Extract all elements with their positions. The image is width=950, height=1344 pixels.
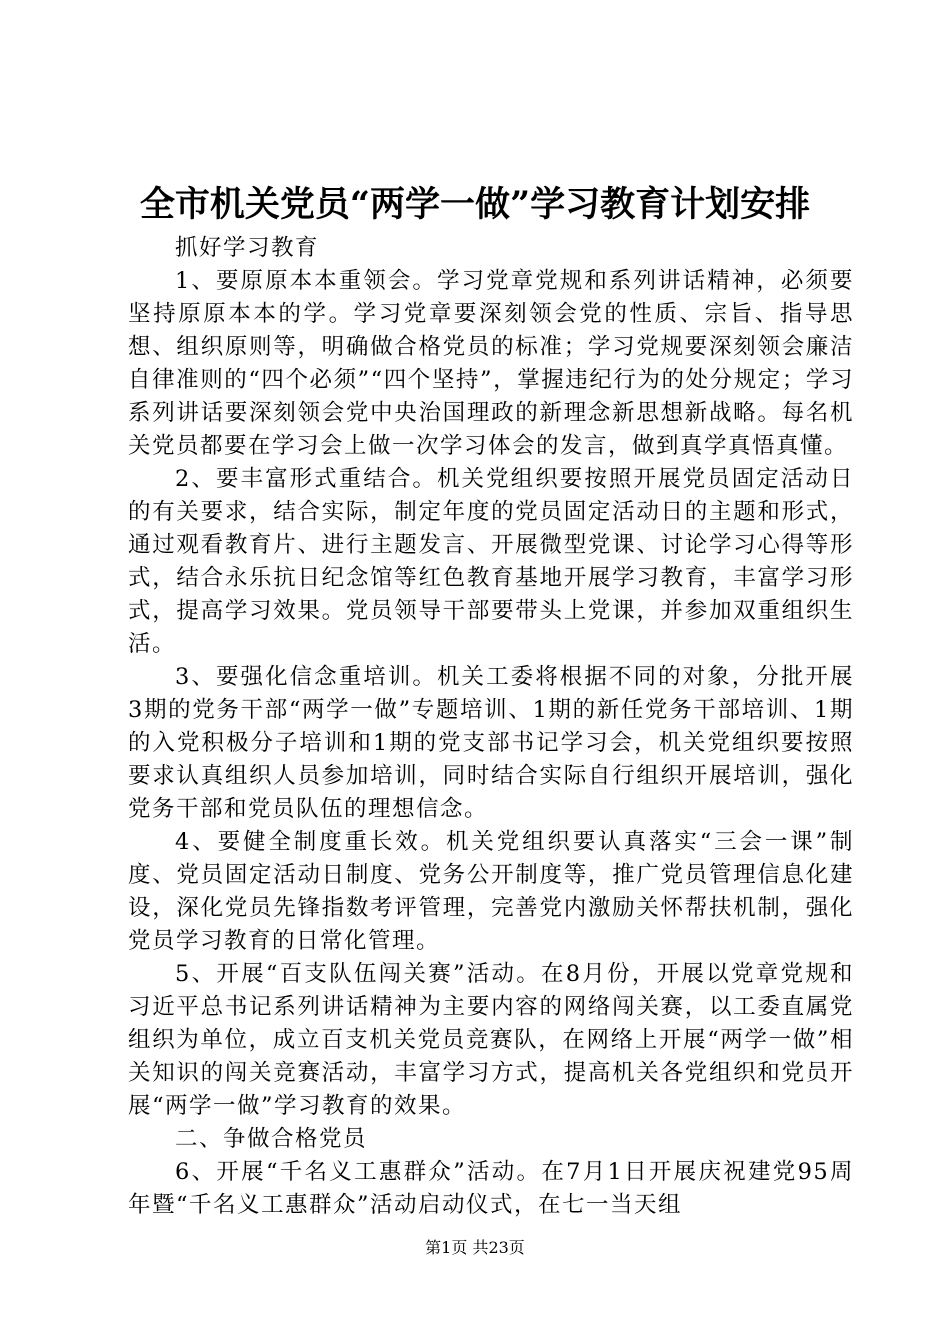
paragraph-4: 4、要健全制度重长效。机关党组织要认真落实“三会一课”制度、党员固定活动日制度、党务公开制度等，推广党员管理信息化建设，深化党员先锋指数考评管理，完善党内激励关怀帮扶机制，强化党员学习教育的日常化管理。 — [128, 829, 854, 954]
section-heading: 二、争做合格党员 — [175, 1126, 368, 1152]
paragraph-5: 5、开展“百支队伍闯关赛”活动。在8月份，开展以党章党规和习近平总书记系列讲话精神为主要内容的网络闯关赛，以工委直属党组织为单位，成立百支机关党员竞赛队，在网络上开展“两学一做”相关知识的闯关竞赛活动，丰富学习方式，提高机关各党组织和党员开展“两学一做”学习教育的效果。 — [128, 961, 854, 1119]
paragraph-2: 2、要丰富形式重结合。机关党组织要按照开展党员固定活动日的有关要求，结合实际，制定年度的党员固定活动日的主题和形式，通过观看教育片、进行主题发言、开展微型党课、讨论学习心得等形式，结合永乐抗日纪念馆等红色教育基地开展学习教育，丰富学习形式，提高学习效果。党员领导干部要带头上党课，并参加双重组织生活。 — [128, 466, 854, 657]
page-footer: 第1页 共23页 — [425, 1238, 525, 1257]
section-heading: 抓好学习教育 — [175, 235, 320, 261]
document-title: 全市机关党员“两学一做”学习教育计划安排 — [139, 184, 811, 225]
paragraph-1: 1、要原原本本重领会。学习党章党规和系列讲话精神，必须要坚持原原本本的学。学习党章要深刻领会党的性质、宗旨、指导思想、组织原则等，明确做合格党员的标准；学习党规要深刻领会廉洁自律准则的“四个必须”“四个坚持”，掌握违纪行为的处分规定；学习系列讲话要深刻领会党中央治国理政的新理念新思想新战略。每名机关党员都要在学习会上做一次学习体会的发言，做到真学真悟真懂。 — [128, 268, 854, 459]
paragraph-6: 6、开展“千名义工惠群众”活动。在7月1日开展庆祝建党95周年暨“千名义工惠群众”活动启动仪式，在七一当天组 — [128, 1159, 854, 1218]
paragraph-3: 3、要强化信念重培训。机关工委将根据不同的对象，分批开展3期的党务干部“两学一做”专题培训、1期的新任党务干部培训、1期的入党积极分子培训和1期的党支部书记学习会，机关党组织要按照要求认真组织人员参加培训，同时结合实际自行组织开展培训，强化党务干部和党员队伍的理想信念。 — [128, 664, 854, 822]
document-body — [128, 232, 854, 1222]
